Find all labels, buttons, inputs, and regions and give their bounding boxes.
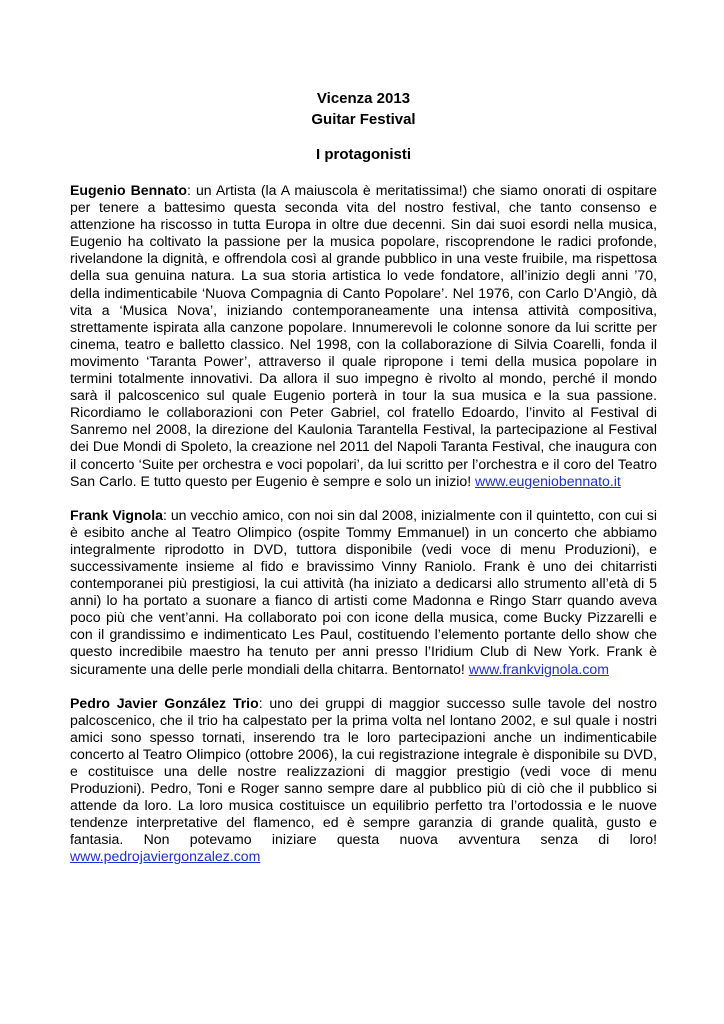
artist-name: Eugenio Bennato (70, 182, 187, 198)
document-header (70, 88, 657, 165)
artist-description: : un vecchio amico, con noi sin dal 2008, inizialmente con il quintetto, con cui si è esibito anche al Teatro Olimpico (ospite Tommy Emmanuel) in un concerto che abbiamo integralmente riprodotto in DVD, tuttora disponibile (vedi voce di menu Produzioni), e successivamente insieme al fido e bravissimo Vinny Raniolo. Frank è uno dei chitarristi contemporanei più prestigiosi, la cui attività (ha iniziato a dedicarsi allo strumento all’età di 5 anni) lo ha portato a suonare a fianco di artisti come Madonna e Ringo Starr quando aveva poco più che vent’anni. Ha collaborato poi con icone della musica, come Bucky Pizzarelli e con il grandissimo e indimenticato Les Paul, costituendo l’elemento portante dello show che questo incredibile maestro ha tenuto per anni presso l’Iridium Club di New York. Frank è sicuramente una delle perle mondiali della chitarra. Bentornato! (70, 506, 657, 677)
artist-description: : uno dei gruppi di maggior successo sulle tavole del nostro palcoscenico, che il trio ha calpestato per la prima volta nel lontano 2002, e sul quale i nostri amici sono spesso tornati, inserendo tra le loro partecipazioni anche un indimenticabile concerto al Teatro Olimpico (ottobre 2006), la cui registrazione integrale è disponibile su DVD, e costituisce una delle nostre realizzazioni di maggior prestigio (vedi voce di menu Produzioni). Pedro, Toni e Roger sanno sempre dare al pubblico più di ciò che il pubblico si attende da loro. La loro musica costituisce un equilibrio perfetto tra l’ortodossia e le nuove tendenze interpretative del flamenco, ed è sempre garanzia di grande qualità, gusto e fantasia. Non potevamo iniziare questa nuova avventura senza di loro! (70, 694, 657, 848)
document-page (70, 88, 657, 866)
artist-paragraph-gonzalez (70, 695, 657, 866)
artist-paragraph-bennato (70, 182, 657, 490)
artist-name: Frank Vignola (70, 506, 163, 523)
artist-paragraph-vignola (70, 507, 657, 678)
artist-description: : un Artista (la A maiuscola è meritatissima!) che siamo onorati di ospitare per tenere a battesimo questa seconda vita del nostro festival, che tanto consenso e attenzione ha riscosso in tutta Europa in oltre due decenni. Sin dai suoi esordi nella musica, Eugenio ha coltivato la passione per la musica popolare, riscoprendone le radici profonde, rivelandone la dignità, e offrendola così al grande pubblico in una veste fruibile, ma rispettosa della sua genuina natura. La sua storia artistica lo vede fondatore, all’inizio degli anni ’70, della indimenticabile ‘Nuova Compagnia di Canto Popolare’. Nel 1976, con Carlo D’Angiò, dà vita a ‘Musica Nova’, iniziando contemporaneamente una intensa attività compositiva, strettamente ispirata alla canzone popolare. Innumerevoli le colonne sonore da lui scritte per cinema, teatro e balletto classico. Nel 1998, con la collaborazione di Silvia Coarelli, fonda il movimento ‘Taranta Power’, attraverso il quale ripropone i temi della musica popolare in termini totalmente innovativi. Da allora il suo impegno è rivolto al mondo, perché il mondo sarà il palcoscenico sul quale Eugenio porterà in tour la sua musica e la sua passione. Ricordiamo le collaborazioni con Peter Gabriel, col fratello Edoardo, l’invito al Festival di Sanremo nel 2008, la direzione del Kaulonia Tarantella Festival, la partecipazione al Festival dei Due Mondi di Spoleto, la creazione nel 2011 del Napoli Taranta Festival, che inaugura con il concerto ‘Suite per orchestra e voci popolari’, da lui scritto per l’orchestra e il coro del Teatro San Carlo. E tutto questo per Eugenio è sempre e solo un inizio! (70, 182, 657, 489)
artist-website-link[interactable]: www.frankvignola.com (468, 660, 609, 677)
artist-website-link[interactable]: www.pedrojaviergonzalez.com (70, 848, 261, 865)
section-title: I protagonisti (316, 146, 411, 163)
artist-name: Pedro Javier González Trio (70, 694, 259, 711)
artist-website-link[interactable]: www.eugeniobennato.it (475, 472, 621, 489)
event-title: Vicenza 2013 (316, 90, 411, 107)
event-subtitle: Guitar Festival (311, 111, 416, 128)
